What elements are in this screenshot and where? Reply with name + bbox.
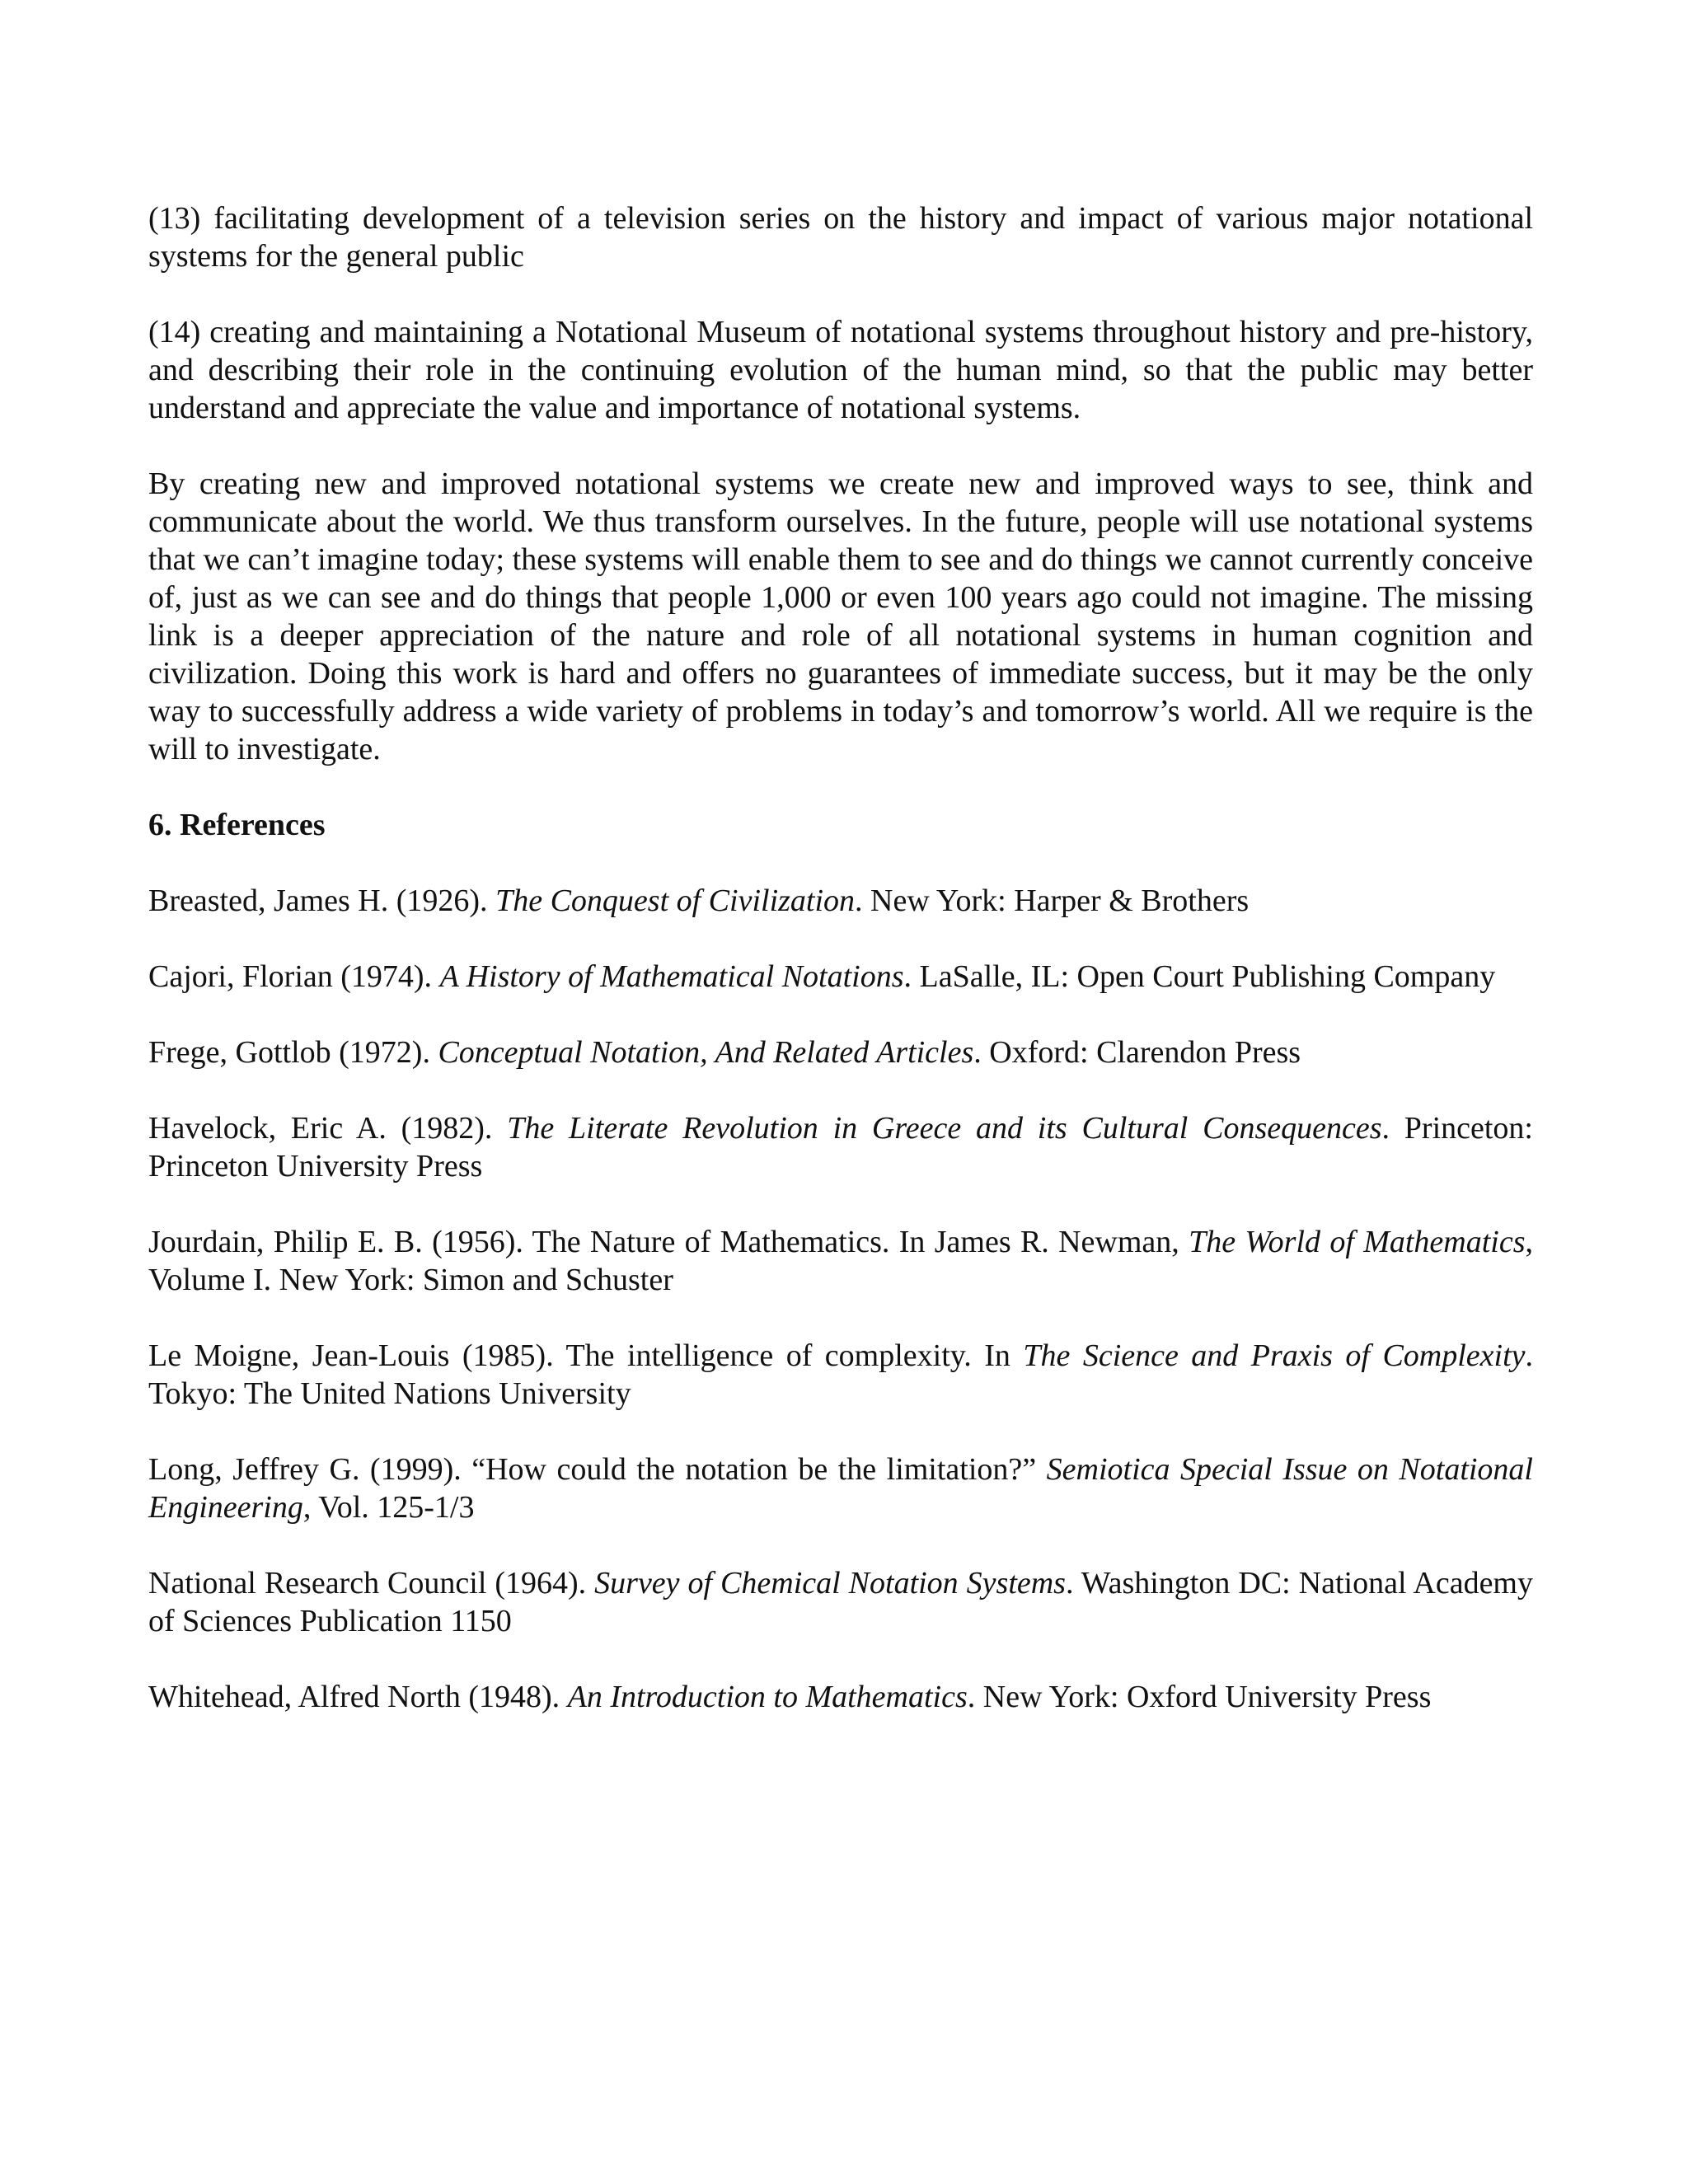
reference-publisher: . New York: Oxford University Press <box>967 1680 1432 1714</box>
document-page <box>148 199 1533 1754</box>
reference-title: The Conquest of Civilization <box>495 883 856 918</box>
reference-publisher: . Washington DC: National Academy of Sciences Publication 1150 <box>148 1566 1533 1638</box>
reference-authors: Breasted, James H. (1926). <box>148 883 496 918</box>
paragraph-item-14: (14) creating and maintaining a Notational Museum of notational systems throughout history and pre-history, and describing their role in the continuing evolution of the human mind, so that the public may better understand and appreciate the value and importance of notational systems. <box>148 315 1533 425</box>
closing-paragraph: By creating new and improved notational systems we create new and improved ways to see, think and communicate about the world. We thus transform ourselves. In the future, people will use notational systems that we can’t imagine today; these systems will enable them to see and do things we cannot currently conceive of, just as we can see and do things that people 1,000 or even 100 years ago could not imagine. The missing link is a deeper appreciation of the nature and role of all notational systems in human cognition and civilization. Doing this work is hard and offers no guarantees of immediate success, but it may be the only way to successfully address a wide variety of problems in today’s and tomorrow’s world. All we require is the will to investigate. <box>148 466 1533 766</box>
reference-entry <box>148 958 1533 996</box>
references-heading: 6. References <box>148 808 326 842</box>
reference-authors: Jourdain, Philip E. B. (1956). The Nature of Mathematics. In James R. Newman, <box>148 1225 1189 1259</box>
reference-title: The World of Mathematics <box>1189 1225 1526 1259</box>
reference-authors: Frege, Gottlob (1972). <box>148 1035 438 1070</box>
reference-title: A History of Mathematical Notations <box>439 959 904 994</box>
references-list <box>148 882 1533 1716</box>
reference-authors: Whitehead, Alfred North (1948). <box>148 1680 568 1714</box>
reference-authors: National Research Council (1964). <box>148 1566 595 1601</box>
reference-authors: Cajori, Florian (1974). <box>148 959 440 994</box>
reference-publisher: . LaSalle, IL: Open Court Publishing Company <box>903 959 1496 994</box>
reference-entry <box>148 1109 1533 1185</box>
reference-publisher: . New York: Harper & Brothers <box>855 883 1250 918</box>
paragraph-item-13: (13) facilitating development of a television series on the history and impact of various major notational systems for the general public <box>148 201 1533 274</box>
reference-entry <box>148 1337 1533 1413</box>
reference-publisher: . Princeton: Princeton University Press <box>148 1111 1533 1183</box>
reference-entry <box>148 1223 1533 1299</box>
reference-title: Semiotica Special Issue on Notational Engineering <box>148 1452 1533 1525</box>
reference-authors: Havelock, Eric A. (1982). <box>148 1111 508 1146</box>
reference-entry <box>148 1451 1533 1526</box>
reference-entry <box>148 1564 1533 1640</box>
reference-title: The Literate Revolution in Greece and its Cultural Consequences <box>507 1111 1382 1146</box>
reference-publisher: . Oxford: Clarendon Press <box>973 1035 1301 1070</box>
reference-publisher: . Tokyo: The United Nations University <box>148 1338 1533 1411</box>
reference-title: Survey of Chemical Notation Systems <box>594 1566 1066 1601</box>
reference-publisher: , Vol. 125-1/3 <box>302 1490 475 1525</box>
reference-authors: Long, Jeffrey G. (1999). “How could the notation be the limitation?” <box>148 1452 1047 1487</box>
reference-title: Conceptual Notation, And Related Articles <box>438 1035 974 1070</box>
reference-entry <box>148 1033 1533 1071</box>
reference-title: An Introduction to Mathematics <box>567 1680 968 1714</box>
reference-authors: Le Moigne, Jean-Louis (1985). The intelligence of complexity. In <box>148 1338 1024 1373</box>
reference-publisher: , Volume I. New York: Simon and Schuster <box>148 1225 1534 1297</box>
reference-title: The Science and Praxis of Complexity <box>1023 1338 1526 1373</box>
reference-entry <box>148 1678 1533 1716</box>
reference-entry <box>148 882 1533 920</box>
